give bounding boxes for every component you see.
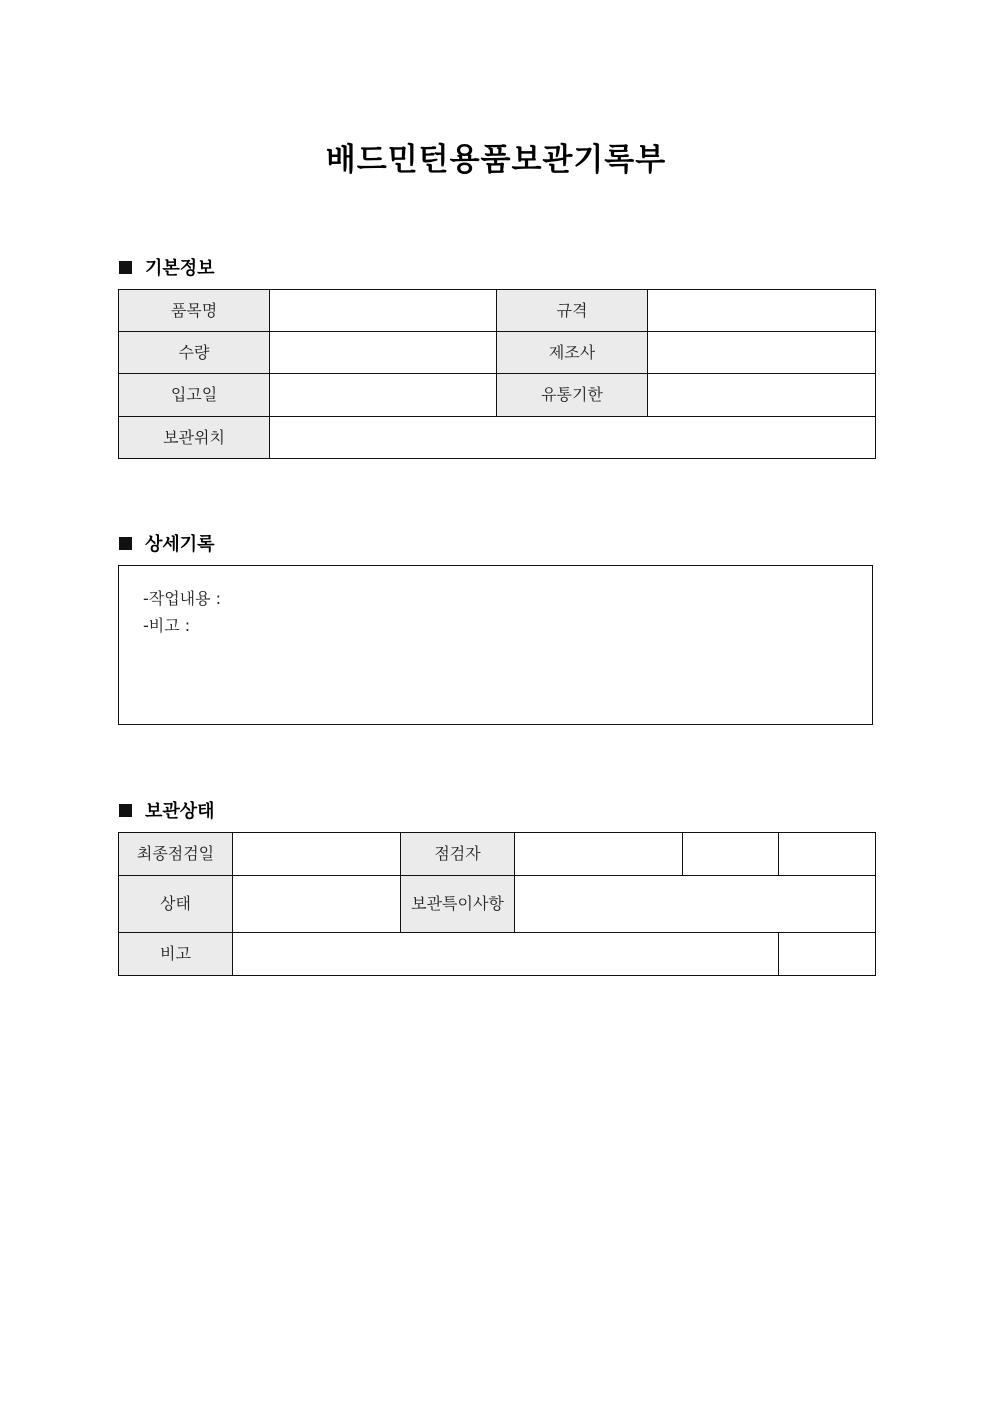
special-notes-field[interactable] <box>515 876 876 933</box>
remarks-field[interactable] <box>233 933 779 976</box>
quantity-label: 수량 <box>119 332 270 374</box>
basic-info-table <box>118 289 876 459</box>
detail-record-box[interactable] <box>118 565 873 725</box>
square-bullet-icon <box>119 261 132 274</box>
status-field[interactable] <box>233 876 401 933</box>
square-bullet-icon <box>119 537 132 550</box>
quantity-field[interactable] <box>270 332 497 374</box>
storage-location-field[interactable] <box>270 417 876 459</box>
spec-label: 규격 <box>497 290 648 332</box>
manufacturer-label: 제조사 <box>497 332 648 374</box>
storage-status-table <box>118 832 876 976</box>
table-row <box>119 876 876 933</box>
special-notes-label: 보관특이사항 <box>401 876 515 933</box>
expiry-date-field[interactable] <box>648 374 876 417</box>
item-name-label: 품목명 <box>119 290 270 332</box>
item-name-field[interactable] <box>270 290 497 332</box>
received-date-field[interactable] <box>270 374 497 417</box>
received-date-label: 입고일 <box>119 374 270 417</box>
last-inspection-field[interactable] <box>233 833 401 876</box>
table-row <box>119 332 876 374</box>
document-title: 배드민턴용품보관기록부 <box>325 142 667 178</box>
extra-field-2[interactable] <box>779 833 876 876</box>
remarks-label: 비고 <box>119 933 233 976</box>
extra-field-1[interactable] <box>683 833 779 876</box>
table-row <box>119 833 876 876</box>
status-label: 상태 <box>119 876 233 933</box>
inspector-label: 점검자 <box>401 833 515 876</box>
table-row <box>119 290 876 332</box>
remarks-extra-field[interactable] <box>779 933 876 976</box>
work-content-line: -작업내용 : <box>143 589 222 608</box>
table-row <box>119 374 876 417</box>
section-heading-label: 기본정보 <box>145 258 215 279</box>
table-row <box>119 417 876 459</box>
expiry-date-label: 유통기한 <box>497 374 648 417</box>
spec-field[interactable] <box>648 290 876 332</box>
last-inspection-label: 최종점검일 <box>119 833 233 876</box>
remarks-line: -비고 : <box>143 616 191 635</box>
table-row <box>119 933 876 976</box>
section-heading-label: 보관상태 <box>145 801 215 822</box>
section-heading-basic-info <box>119 254 215 280</box>
storage-location-label: 보관위치 <box>119 417 270 459</box>
section-heading-label: 상세기록 <box>145 534 215 555</box>
inspector-field[interactable] <box>515 833 683 876</box>
section-heading-storage-status <box>119 797 215 823</box>
section-heading-detail-record <box>119 530 215 556</box>
manufacturer-field[interactable] <box>648 332 876 374</box>
square-bullet-icon <box>119 804 132 817</box>
